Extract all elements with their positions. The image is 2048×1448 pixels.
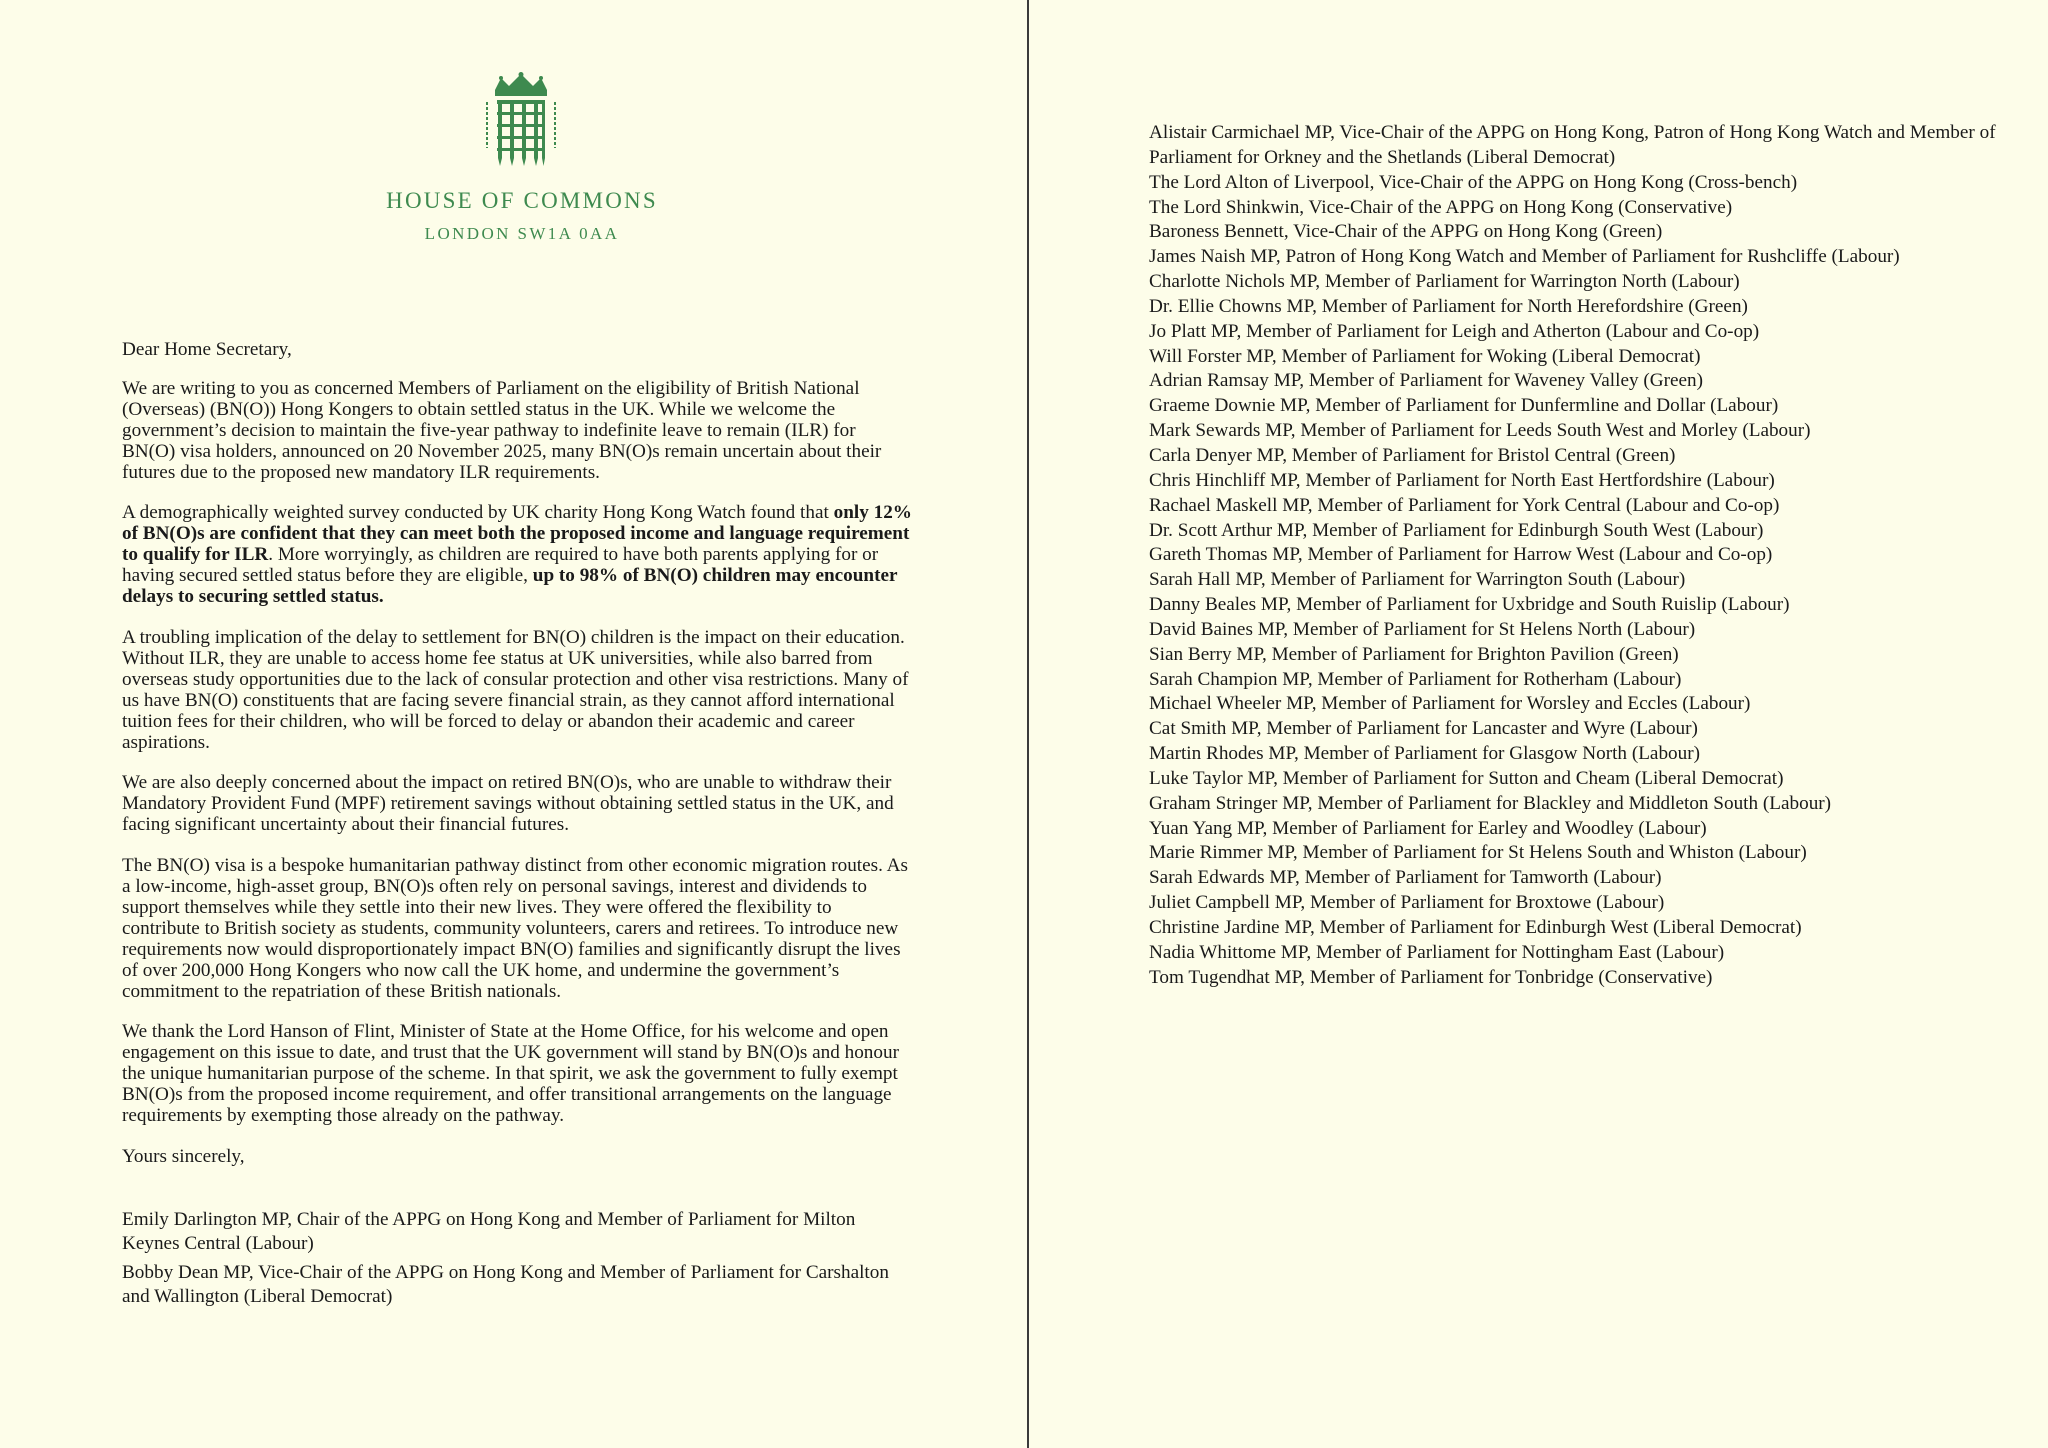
signatory: Christine Jardine MP, Member of Parliament for Edinburgh West (Liberal Democrat) [1149,917,1802,938]
paragraph-1: We are writing to you as concerned Members of Parliament on the eligibility of British National (Overseas) (BN(O)) Hong Kongers to obtain settled status in the UK. While we welcome the government’s decision to maintain the five-year pathway to indefinite leave to remain (ILR) for BN(O) visa holders, announced on 20 November 2025, many BN(O)s remain uncertain about their futures due to the proposed new mandatory ILR requirements. [122,377,882,483]
page-divider [1027,0,1029,1448]
signatory: Alistair Carmichael MP, Vice-Chair of the APPG on Hong Kong, Patron of Hong Kong Watch and Member of Parliament for Orkney and the Shetlands (Liberal Democrat) [1149,122,1996,168]
letter-page-2 [1030,0,2048,1448]
signatory: Sarah Champion MP, Member of Parliament for Rotherham (Labour) [1149,668,1682,690]
salutation: Dear Home Secretary, [122,339,292,360]
signatory: Martin Rhodes MP, Member of Parliament for Glasgow North (Labour) [1149,743,1701,765]
signatory: Graeme Downie MP, Member of Parliament for Dunfermline and Dollar (Labour) [1149,395,1779,417]
signatory: The Lord Alton of Liverpool, Vice-Chair of the APPG on Hong Kong (Cross-bench) [1149,171,1798,193]
signatory: Graham Stringer MP, Member of Parliament for Blackley and Middleton South (Labour) [1149,792,1832,814]
signatory: Dr. Ellie Chowns MP, Member of Parliament for North Herefordshire (Green) [1149,295,1748,317]
signatory: The Lord Shinkwin, Vice-Chair of the APPG on Hong Kong (Conservative) [1149,196,1733,218]
signatory: Gareth Thomas MP, Member of Parliament for Harrow West (Labour and Co-op) [1149,544,1773,566]
signatory: Carla Denyer MP, Member of Parliament for Bristol Central (Green) [1149,444,1676,466]
signatory: Nadia Whittome MP, Member of Parliament for Nottingham East (Labour) [1149,941,1725,963]
paragraph-6: We thank the Lord Hanson of Flint, Minister of State at the Home Office, for his welcome and open engagement on this issue to date, and trust that the UK government will stand by BN(O)s and honour the unique humanitarian purpose of the scheme. In that spirit, we ask the government to fully exempt BN(O)s from the proposed income requirement, and offer transitional arrangements on the language requirements by exempting those already on the pathway. [122,1021,899,1127]
letterhead-address: LONDON SW1A 0AA [424,224,620,243]
signatory: Charlotte Nichols MP, Member of Parliament for Warrington North (Labour) [1149,271,1740,293]
signatory: Marie Rimmer MP, Member of Parliament for St Helens South and Whiston (Labour) [1149,842,1807,864]
signatory: Tom Tugendhat MP, Member of Parliament for Tonbridge (Conservative) [1149,966,1713,988]
signatory: Cat Smith MP, Member of Parliament for Lancaster and Wyre (Labour) [1149,718,1698,740]
paragraph-2 [122,503,912,608]
signatory: Sarah Hall MP, Member of Parliament for Warrington South (Labour) [1149,569,1686,591]
signatory: Sian Berry MP, Member of Parliament for Brighton Pavilion (Green) [1149,643,1679,665]
signatory: Yuan Yang MP, Member of Parliament for Earley and Woodley (Labour) [1149,817,1707,839]
paragraph-2-text-a: A demographically weighted survey conducted by UK charity Hong Kong Watch found that [122,502,834,524]
closing: Yours sincerely, [122,1146,245,1167]
portcullis-crest-icon [481,72,561,168]
signatory: Michael Wheeler MP, Member of Parliament for Worsley and Eccles (Labour) [1149,693,1751,715]
letter-body [122,340,912,1314]
paragraph-2-bold-a: only 12% of BN(O)s are confident that they can meet both the proposed income and language requirement to qualify for ILR [122,502,912,566]
paragraph-5: The BN(O) visa is a bespoke humanitarian pathway distinct from other economic migration routes. As a low-income, high-asset group, BN(O)s often rely on personal savings, interest and dividends to support themselves while they settle into their new lives. They were offered the flexibility to contribute to British society as students, community volunteers, carers and retirees. To introduce new requirements now would disproportionately impact BN(O) families and significantly disrupt the lives of over 200,000 Hong Kongers who now call the UK home, and undermine the government’s commitment to the repatriation of these British nationals. [122,855,908,1002]
signatories-left [122,1208,912,1310]
signatory: Emily Darlington MP, Chair of the APPG on Hong Kong and Member of Parliament for Milton Keynes Central (Labour) [122,1208,856,1255]
signatory: Luke Taylor MP, Member of Parliament for Sutton and Cheam (Liberal Democrat) [1149,767,1784,789]
signatory: Baroness Bennett, Vice-Chair of the APPG on Hong Kong (Green) [1149,221,1663,243]
signatory: Bobby Dean MP, Vice-Chair of the APPG on Hong Kong and Member of Parliament for Carshalton and Wallington (Liberal Democrat) [122,1261,889,1308]
signatory: Dr. Scott Arthur MP, Member of Parliament for Edinburgh South West (Labour) [1149,519,1764,541]
paragraph-2-text-b: . More worryingly, as children are required to have both parents applying for or having secured settled status before they are eligible, [122,544,879,587]
signatory: Will Forster MP, Member of Parliament for Woking (Liberal Democrat) [1149,345,1701,367]
signatory: Mark Sewards MP, Member of Parliament for Leeds South West and Morley (Labour) [1149,420,1811,442]
signatory: Adrian Ramsay MP, Member of Parliament for Waveney Valley (Green) [1149,370,1704,392]
paragraph-2-bold-b: up to 98% of BN(O) children may encounter delays to securing settled status. [122,565,898,608]
paragraph-3: A troubling implication of the delay to settlement for BN(O) children is the impact on their education. Without ILR, they are unable to access home fee status at UK universities, while also barred from overseas study opportunities due to the lack of consular protection and other visa restrictions. Many of us have BN(O) constituents that are facing severe financial strain, as they cannot afford international tuition fees for their children, who will be forced to delay or abandon their academic and career aspirations. [122,626,909,753]
signatory: Chris Hinchliff MP, Member of Parliament for North East Hertfordshire (Labour) [1149,469,1775,491]
signatory: Jo Platt MP, Member of Parliament for Leigh and Atherton (Labour and Co-op) [1149,320,1760,342]
signatory: Danny Beales MP, Member of Parliament for Uxbridge and South Ruislip (Labour) [1149,594,1790,616]
letterhead-title: HOUSE OF COMMONS [386,188,658,213]
signatory: Sarah Edwards MP, Member of Parliament for Tamworth (Labour) [1149,867,1662,889]
signatory: James Naish MP, Patron of Hong Kong Watch and Member of Parliament for Rushcliffe (Labour) [1149,246,1900,268]
signatories-right [1149,121,2029,991]
signatory: David Baines MP, Member of Parliament for St Helens North (Labour) [1149,618,1696,640]
paragraph-4: We are also deeply concerned about the impact on retired BN(O)s, who are unable to withdraw their Mandatory Provident Fund (MPF) retirement savings without obtaining settled status in the UK, and facing significant uncertainty about their financial futures. [122,772,894,836]
signatory: Juliet Campbell MP, Member of Parliament for Broxtowe (Labour) [1149,892,1665,914]
signatory: Rachael Maskell MP, Member of Parliament for York Central (Labour and Co-op) [1149,494,1780,516]
